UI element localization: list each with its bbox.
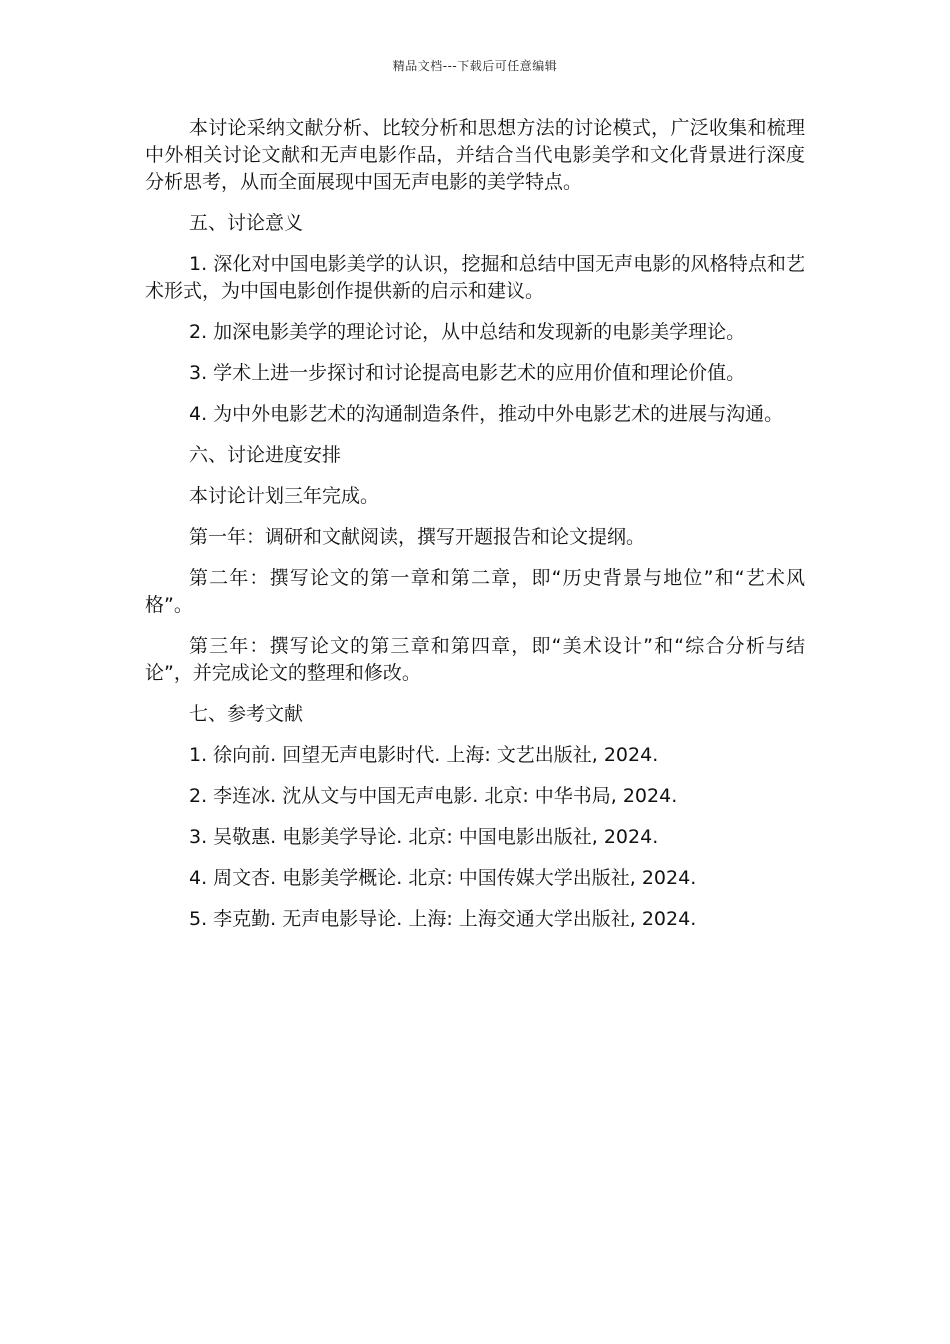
significance-item-1: 1. 深化对中国电影美学的认识，挖掘和总结中国无声电影的风格特点和艺术形式，为中国电影创作提供新的启示和建议。 — [145, 253, 805, 302]
schedule-year-2: 第二年：撰写论文的第一章和第二章，即“历史背景与地位”和“艺术风格”。 — [145, 567, 805, 616]
reference-item-5: 5. 李克勤. 无声电影导论. 上海: 上海交通大学出版社, 2024. — [189, 908, 697, 930]
section-heading-references: 七、参考文献 — [189, 703, 304, 725]
reference-item-3: 3. 吴敬惠. 电影美学导论. 北京: 中国电影出版社, 2024. — [189, 826, 659, 848]
reference-item-2: 2. 李连冰. 沈从文与中国无声电影. 北京: 中华书局, 2024. — [189, 785, 678, 807]
schedule-intro: 本讨论计划三年完成。 — [189, 485, 380, 507]
section-heading-schedule: 六、讨论进度安排 — [189, 444, 342, 466]
schedule-year-1: 第一年：调研和文献阅读，撰写开题报告和论文提纲。 — [189, 526, 646, 548]
significance-item-2: 2. 加深电影美学的理论讨论，从中总结和发现新的电影美学理论。 — [189, 321, 746, 343]
reference-item-1: 1. 徐向前. 回望无声电影时代. 上海: 文艺出版社, 2024. — [189, 744, 659, 766]
paragraph-methodology: 本讨论采纳文献分析、比较分析和思想方法的讨论模式，广泛收集和梳理中外相关讨论文献和无声电影作品，并结合当代电影美学和文化背景进行深度分析思考，从而全面展现中国无声电影的美学特点。 — [145, 117, 805, 193]
significance-item-3: 3. 学术上进一步探讨和讨论提高电影艺术的应用价值和理论价值。 — [189, 362, 746, 384]
significance-item-4: 4. 为中外电影艺术的沟通制造条件，推动中外电影艺术的进展与沟通。 — [189, 403, 784, 425]
page-header: 精品文档---下载后可任意编辑 — [392, 59, 558, 73]
section-heading-significance: 五、讨论意义 — [189, 212, 304, 234]
document-body — [145, 115, 805, 947]
reference-item-4: 4. 周文杏. 电影美学概论. 北京: 中国传媒大学出版社, 2024. — [189, 867, 697, 889]
schedule-year-3: 第三年：撰写论文的第三章和第四章，即“美术设计”和“综合分析与结论”，并完成论文的整理和修改。 — [145, 635, 805, 684]
